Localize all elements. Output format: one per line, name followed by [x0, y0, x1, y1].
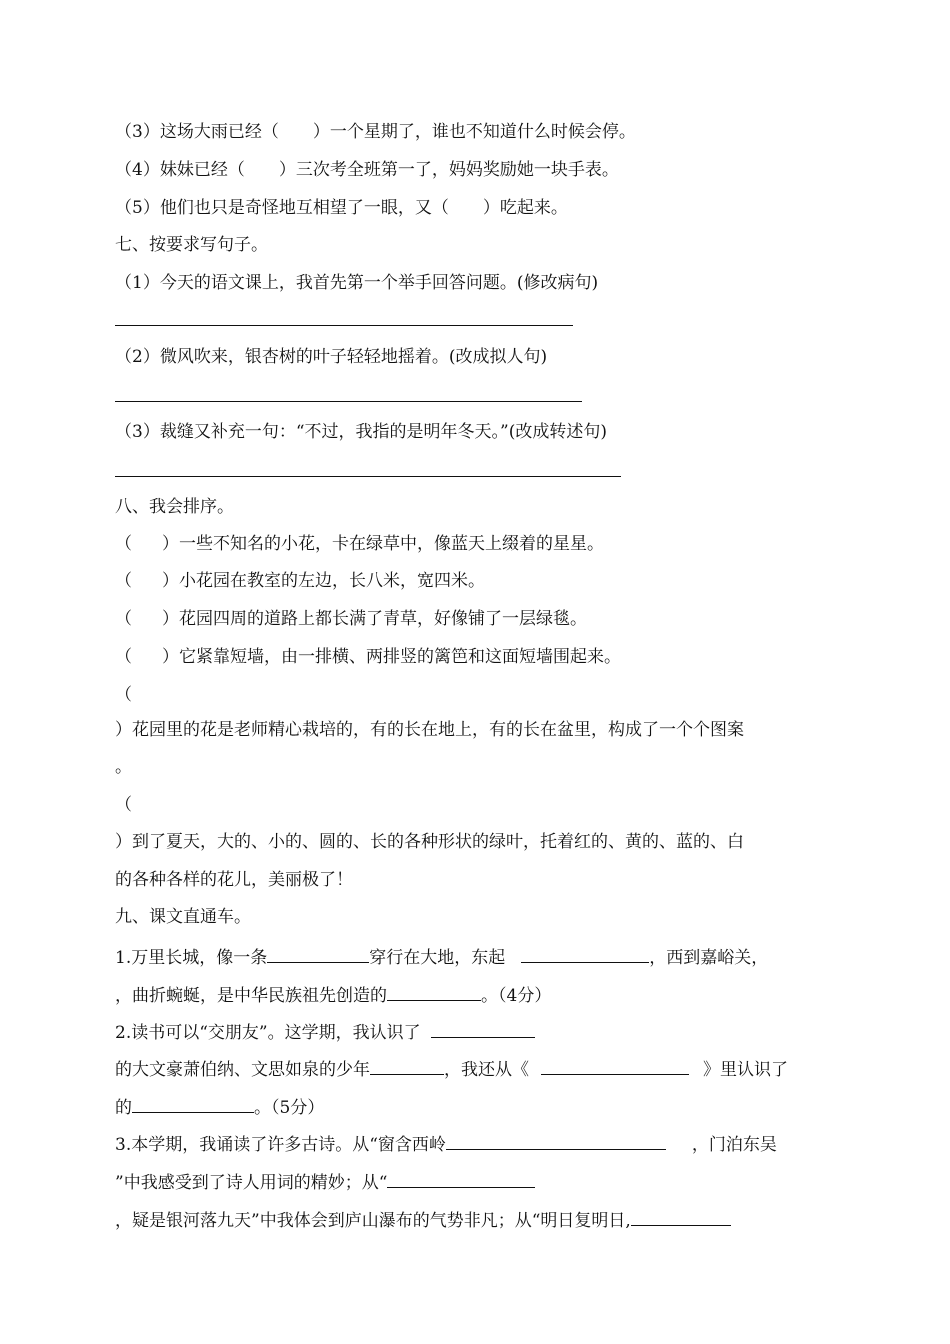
answer-line-3[interactable] — [115, 476, 621, 477]
order-box-5[interactable]: （ — [115, 685, 132, 705]
blank-6[interactable] — [541, 1056, 689, 1075]
blank-3[interactable] — [387, 982, 481, 1001]
rewrite-question-2: （2）微风吹来，银杏树的叶子轻轻地摇着。(改成拟人句) — [115, 347, 548, 367]
text-question-3-line-1: 3.本学期，我诵读了许多古诗。从“窗含西岭 ，门泊东吴 — [115, 1131, 777, 1156]
order-item-5-line-2: 。 — [115, 757, 132, 777]
blank-7[interactable] — [132, 1094, 254, 1113]
text-question-3-line-3: ，疑是银河落九天”中我体会到庐山瀑布的气势非凡；从“明日复明日, — [115, 1207, 731, 1232]
rewrite-question-1: （1）今天的语文课上，我首先第一个举手回答问题。(修改病句) — [115, 273, 599, 293]
order-item-6-line-2: 的各种各样的花儿，美丽极了！ — [115, 870, 353, 890]
order-item-6-line-1: ）到了夏天，大的、小的、圆的、长的各种形状的绿叶，托着红的、黄的、蓝的、白 — [115, 832, 744, 852]
order-item-2: （ ）小花园在教室的左边，长八米，宽四米。 — [115, 571, 485, 591]
blank-9[interactable] — [387, 1169, 535, 1188]
answer-line-2[interactable] — [115, 401, 582, 402]
order-box[interactable]: （ ） — [115, 609, 179, 629]
text-question-2-line-3: 的 。（5分） — [115, 1094, 324, 1119]
blank-8[interactable] — [446, 1131, 666, 1150]
order-box-6[interactable]: （ — [115, 795, 132, 815]
order-item-1: （ ）一些不知名的小花，卡在绿草中，像蓝天上缀着的星星。 — [115, 534, 604, 554]
section-9-title: 九、课文直通车。 — [115, 907, 251, 927]
order-item-3: （ ）花园四周的道路上都长满了青草，好像铺了一层绿毯。 — [115, 609, 587, 629]
blank-4[interactable] — [431, 1019, 535, 1038]
text-question-3-line-2: ”中我感受到了诗人用词的精妙；从“ — [115, 1169, 535, 1194]
fill-question-5: （5）他们也只是奇怪地互相望了一眼，又（ ）吃起来。 — [115, 198, 568, 218]
order-item-4: （ ）它紧靠短墙，由一排横、两排竖的篱笆和这面短墙围起来。 — [115, 647, 621, 667]
order-box[interactable]: （ ） — [115, 571, 179, 591]
blank-5[interactable] — [370, 1056, 444, 1075]
order-box[interactable]: （ ） — [115, 534, 179, 554]
text-question-1-line-1: 1.万里长城，像一条 穿行在大地，东起 ，西到嘉峪关， — [115, 944, 768, 969]
fill-question-3: （3）这场大雨已经（ ）一个星期了，谁也不知道什么时候会停。 — [115, 122, 636, 142]
order-box[interactable]: （ ） — [115, 647, 179, 667]
answer-line-1[interactable] — [115, 325, 573, 326]
text-question-2-line-1: 2.读书可以“交朋友”。这学期，我认识了 — [115, 1019, 535, 1044]
fill-question-4: （4）妹妹已经（ ）三次考全班第一了，妈妈奖励她一块手表。 — [115, 160, 619, 180]
text-question-2-line-2: 的大文豪萧伯纳、文思如泉的少年 ，我还从《 》里认识了 — [115, 1056, 788, 1081]
section-7-title: 七、按要求写句子。 — [115, 235, 268, 255]
rewrite-question-3: （3）裁缝又补充一句：“不过，我指的是明年冬天。”(改成转述句) — [115, 422, 607, 442]
blank-1[interactable] — [267, 944, 369, 963]
text-question-1-line-2: ，曲折蜿蜒，是中华民族祖先创造的 。（4分） — [115, 982, 551, 1007]
blank-2[interactable] — [521, 944, 649, 963]
section-8-title: 八、我会排序。 — [115, 497, 234, 517]
order-item-5-line-1: ）花园里的花是老师精心栽培的，有的长在地上，有的长在盆里，构成了一个个图案 — [115, 720, 744, 740]
blank-10[interactable] — [631, 1207, 731, 1226]
